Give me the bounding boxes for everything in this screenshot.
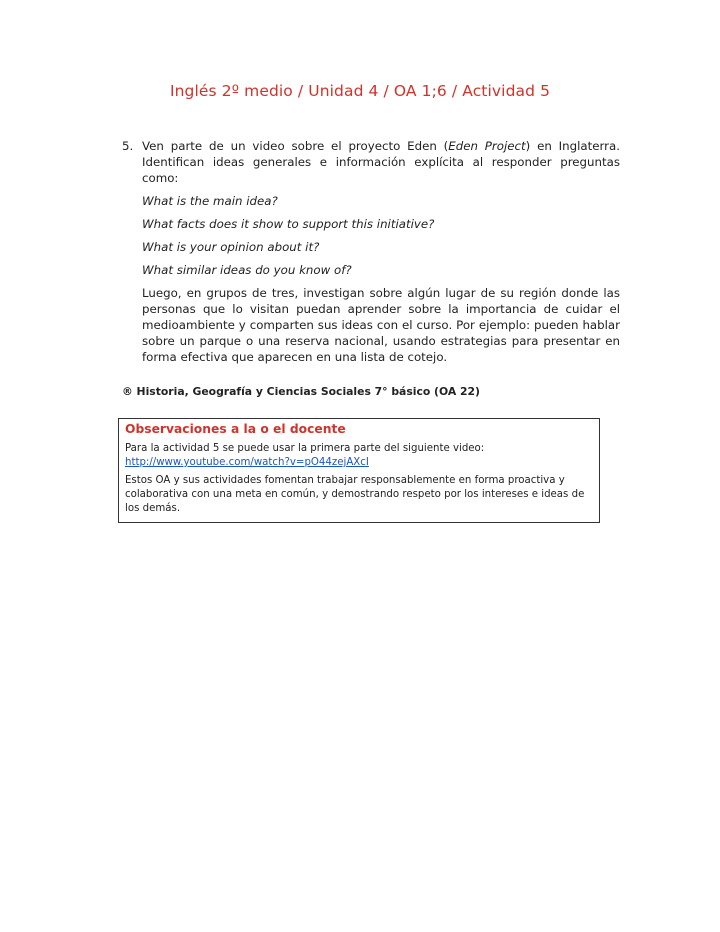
intro-text-after: ) en Inglaterra. Identifican ideas generales e información explícita al responder preguntas como: xyxy=(142,139,620,185)
cross-reference: ® Historia, Geografía y Ciencias Sociales 7° básico (OA 22) xyxy=(122,385,480,398)
observations-paragraph-2: Estos OA y sus actividades fomentan trabajar responsablemente en forma proactiva y colaborativa con una meta en común, y demostrando respeto por los intereses e ideas de los demás. xyxy=(125,475,585,514)
page-title: Inglés 2º medio / Unidad 4 / OA 1;6 / Actividad 5 xyxy=(169,82,551,100)
activity-item xyxy=(122,138,620,365)
observations-paragraph xyxy=(125,442,593,470)
activity-followup: Luego, en grupos de tres, investigan sobre algún lugar de su región donde las personas que lo visitan puedan aprender sobre la importancia de cuidar el medioambiente y comparten sus ideas con el curso. Por ejemplo: pueden hablar sobre un parque o una reserva nacional, usando estrategias para presentar en forma efectiva que aparecen en una lista de cotejo. xyxy=(142,286,620,364)
intro-text-italic: Eden Project xyxy=(448,139,526,153)
activity-intro xyxy=(142,138,620,186)
intro-text-before: Ven parte de un video sobre el proyecto Eden ( xyxy=(142,139,449,153)
observations-text: Para la actividad 5 se puede usar la primera parte del siguiente video: xyxy=(125,443,485,454)
question-item: What is your opinion about it? xyxy=(142,240,320,254)
question-item: What is the main idea? xyxy=(142,194,278,208)
video-link[interactable]: http://www.youtube.com/watch?v=pO44zejAXcI xyxy=(125,457,369,468)
question-item: What facts does it show to support this initiative? xyxy=(142,217,435,231)
observations-box xyxy=(118,418,600,523)
observations-title: Observaciones a la o el docente xyxy=(125,422,346,436)
activity-number: 5. xyxy=(122,139,134,153)
question-item: What similar ideas do you know of? xyxy=(142,263,352,277)
activity-content xyxy=(142,138,620,365)
